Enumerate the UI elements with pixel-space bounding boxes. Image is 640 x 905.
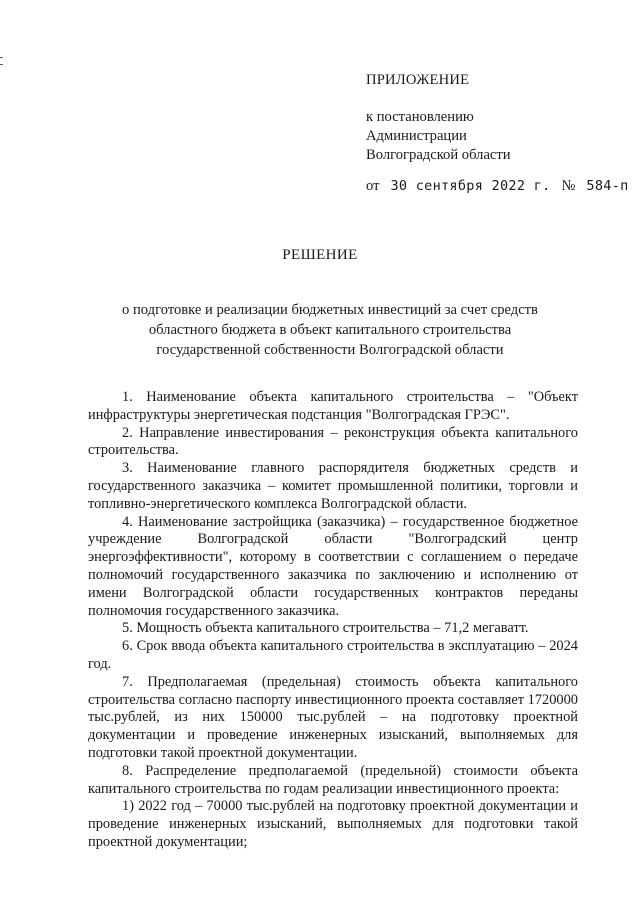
subject-line: областного бюджета в объект капитального строительства (148, 322, 512, 338)
appendix-line: Администрации (366, 128, 467, 144)
paragraph-3: 3. Наименование главного распорядителя бюджетных средств и государственного заказчика – комитет промышленной политики, торговли и топливно-энергетического комплекса Волгоградской области. (88, 460, 578, 512)
appendix-line: к постановлению (366, 109, 474, 125)
appendix-title: ПРИЛОЖЕНИЕ (366, 72, 470, 88)
margin-mark (0, 57, 3, 58)
paragraph-2: 2. Направление инвестирования – реконструкция объекта капитального строительства. (88, 424, 578, 459)
subject-line: государственной собственности Волгоградской области (156, 342, 504, 358)
paragraph-5: 5. Мощность объекта капитального строительства – 71,2 мегаватт. (122, 620, 529, 637)
number-label: № (561, 178, 576, 194)
paragraph-7: 7. Предполагаемая (предельная) стоимость объекта капитального строительства согласно паспорту инвестиционного проекта составляет 1720000 тыс.рублей, из них 150000 тыс.рублей – на подготовку проектной документации и проведение инженерных изысканий, выполняемых для подготовки такой проектной документации. (88, 673, 579, 761)
decree-number: 584-п (586, 178, 629, 194)
paragraph-8-item-1: 1) 2022 год – 70000 тыс.рублей на подготовку проектной документации и проведение инженерных изысканий, выполняемых для подготовки такой проектной документации; (88, 798, 578, 850)
decree-date: 30 сентября 2022 г. (390, 178, 551, 194)
document-title: РЕШЕНИЕ (282, 247, 358, 263)
subject-line: о подготовке и реализации бюджетных инвестиций за счет средств (122, 302, 538, 318)
document-subject (90, 300, 570, 360)
paragraph-4: 4. Наименование застройщика (заказчика) – государственное бюджетное учреждение Волгоградской области "Волгоградский центр энергоэффективности", которому в соответствии с соглашением о передаче полномочий государственного заказчика по заключению и исполнению от имени Волгоградской области государственных контрактов переданы полномочия государственного заказчика. (88, 513, 578, 619)
paragraph-8: 8. Распределение предполагаемой (предельной) стоимости объекта капитального строительства по годам реализации инвестиционного проекта: (88, 762, 578, 797)
paragraph-1: 1. Наименование объекта капитального строительства – "Объект инфраструктуры энергетическая подстанция "Волгоградская ГРЭС". (88, 389, 578, 423)
appendix-line: Волгоградской области (366, 147, 511, 163)
decree-date-number (366, 178, 629, 195)
document-body (88, 389, 578, 852)
from-label: от (366, 178, 380, 194)
paragraph-6: 6. Срок ввода объекта капитального строительства в эксплуатацию – 2024 год. (88, 638, 578, 672)
appendix-block (366, 71, 511, 165)
margin-mark (0, 64, 3, 65)
